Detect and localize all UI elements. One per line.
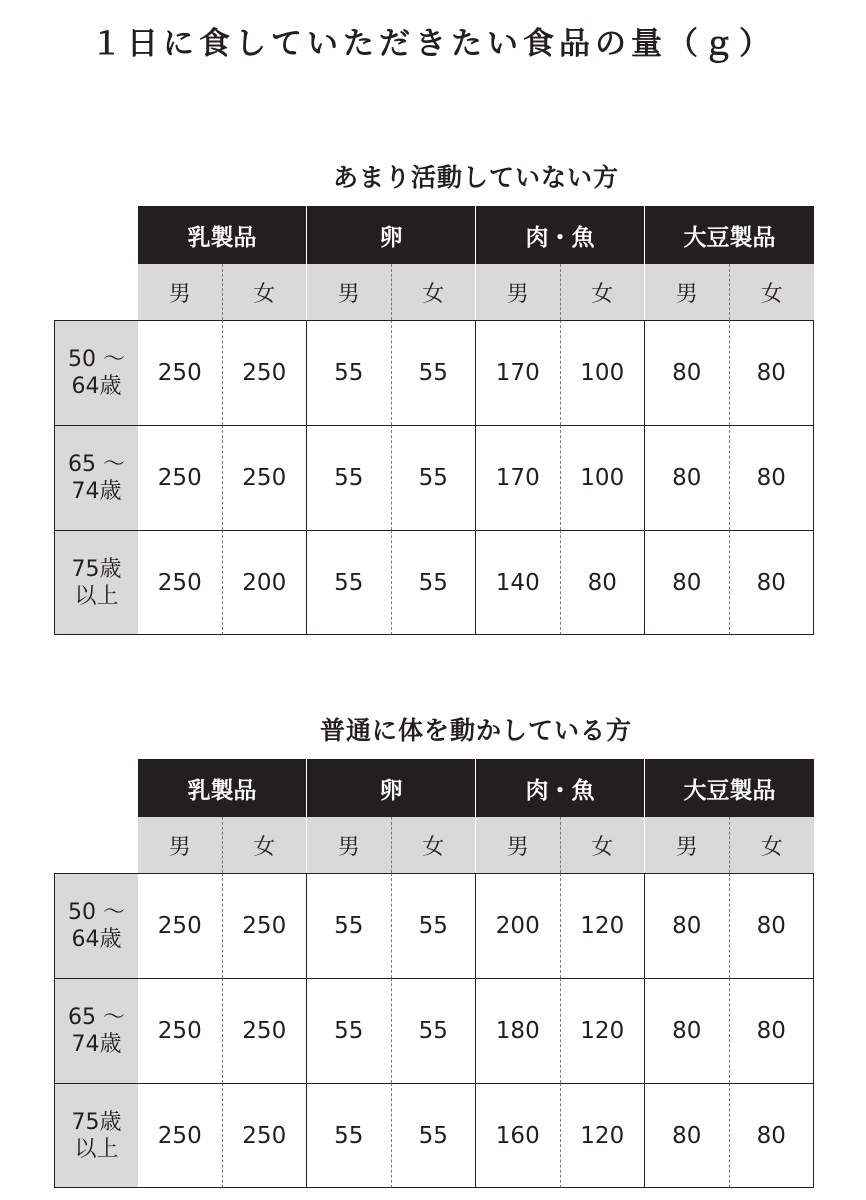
sex-header: 女 (730, 817, 815, 873)
category-header: 大豆製品 (645, 759, 814, 817)
table-cell: 55 (307, 320, 392, 425)
table-cell: 200 (223, 530, 308, 635)
table-cell: 55 (392, 425, 477, 530)
table-cell: 170 (476, 425, 561, 530)
table-cell: 250 (138, 873, 223, 978)
age-group-cell (54, 320, 138, 425)
table-cell: 100 (561, 425, 646, 530)
age-group-cell (54, 1083, 138, 1188)
age-group-line: 75歳 (71, 556, 122, 582)
table-cell: 250 (138, 530, 223, 635)
table-cell: 180 (476, 978, 561, 1083)
table-cell: 55 (392, 873, 477, 978)
sex-header: 女 (392, 264, 477, 320)
age-group-line: 65 ～ (68, 1005, 125, 1030)
table-cell: 80 (561, 530, 646, 635)
age-group-cell (54, 530, 138, 635)
table-2-heading: 普通に体を動かしている方 (319, 716, 632, 745)
table-cell: 80 (730, 873, 815, 978)
table-cell: 140 (476, 530, 561, 635)
table-cell: 80 (645, 873, 730, 978)
table-cell: 250 (138, 320, 223, 425)
age-group-cell (54, 873, 138, 978)
sex-header: 男 (645, 817, 730, 873)
sex-header: 男 (307, 817, 392, 873)
sex-header: 男 (138, 264, 223, 320)
food-table-1 (0, 206, 866, 636)
table-cell: 250 (138, 978, 223, 1083)
table-cell: 80 (730, 1083, 815, 1188)
sex-header: 男 (138, 817, 223, 873)
sex-header: 女 (223, 817, 308, 873)
age-group-line: 75歳 (71, 1109, 122, 1135)
table-cell: 250 (223, 978, 308, 1083)
category-header: 肉・魚 (476, 206, 645, 264)
table-cell: 80 (730, 425, 815, 530)
table-cell: 250 (223, 425, 308, 530)
page-title: １日に食していただきたい食品の量（ｇ） (91, 26, 775, 62)
sex-header: 男 (476, 264, 561, 320)
table-cell: 55 (392, 978, 477, 1083)
category-header: 肉・魚 (476, 759, 645, 817)
age-group-line: 64歳 (71, 927, 122, 952)
table-cell: 250 (138, 1083, 223, 1188)
sex-header: 男 (476, 817, 561, 873)
table-cell: 250 (223, 1083, 308, 1188)
table-cell: 250 (223, 873, 308, 978)
table-cell: 80 (645, 978, 730, 1083)
sex-header: 女 (223, 264, 308, 320)
table-cell: 55 (307, 530, 392, 635)
table-cell: 55 (392, 1083, 477, 1188)
age-group-line: 65 ～ (68, 452, 125, 477)
table-cell: 120 (561, 1083, 646, 1188)
age-group-line: 50 ～ (68, 900, 125, 925)
age-group-line: 以上 (74, 1136, 119, 1162)
category-header: 卵 (307, 759, 476, 817)
age-group-line: 50 ～ (68, 347, 125, 372)
table-cell: 250 (223, 320, 308, 425)
age-group-line: 74歳 (71, 479, 122, 504)
category-header: 卵 (307, 206, 476, 264)
table-cell: 80 (645, 530, 730, 635)
age-group-cell (54, 978, 138, 1083)
table-cell: 55 (307, 425, 392, 530)
category-header: 大豆製品 (645, 206, 814, 264)
table-cell: 120 (561, 978, 646, 1083)
table-cell: 55 (392, 320, 477, 425)
table-cell: 250 (138, 425, 223, 530)
table-cell: 80 (645, 1083, 730, 1188)
age-group-line: 64歳 (71, 374, 122, 399)
table-cell: 80 (645, 425, 730, 530)
table-cell: 55 (392, 530, 477, 635)
sex-header: 男 (307, 264, 392, 320)
table-cell: 80 (730, 530, 815, 635)
table-1-heading: あまり活動していない方 (332, 163, 619, 192)
table-cell: 55 (307, 978, 392, 1083)
table-cell: 160 (476, 1083, 561, 1188)
sex-header: 女 (392, 817, 477, 873)
table-cell: 80 (730, 978, 815, 1083)
table-cell: 120 (561, 873, 646, 978)
age-group-line: 以上 (74, 583, 119, 609)
food-table-2 (0, 759, 866, 1189)
table-cell: 200 (476, 873, 561, 978)
sex-header: 女 (561, 264, 646, 320)
table-cell: 55 (307, 873, 392, 978)
category-header: 乳製品 (138, 759, 307, 817)
sex-header: 女 (561, 817, 646, 873)
table-cell: 100 (561, 320, 646, 425)
category-header: 乳製品 (138, 206, 307, 264)
table-cell: 80 (730, 320, 815, 425)
table-cell: 170 (476, 320, 561, 425)
table-cell: 80 (645, 320, 730, 425)
age-group-cell (54, 425, 138, 530)
sex-header: 女 (730, 264, 815, 320)
age-group-line: 74歳 (71, 1032, 122, 1057)
sex-header: 男 (645, 264, 730, 320)
table-cell: 55 (307, 1083, 392, 1188)
